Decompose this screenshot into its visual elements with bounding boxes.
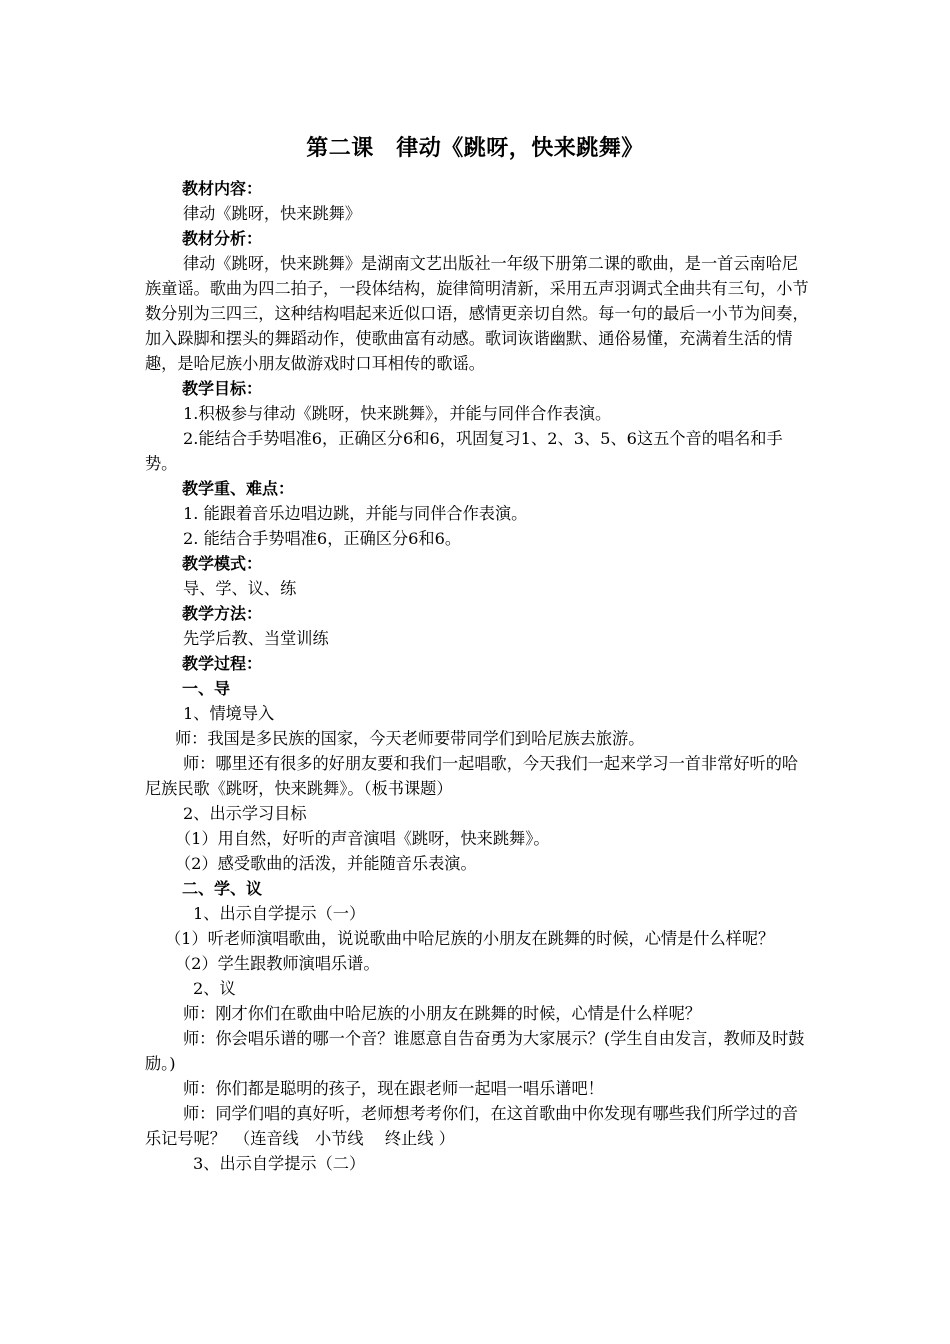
step-2-1: 1、出示自学提示（一） bbox=[193, 904, 366, 923]
method-text: 先学后教、当堂训练 bbox=[183, 629, 329, 648]
goal-item-2: 2.能结合手势唱准6，正确区分6和6，巩固复习1、2、3、5、6这五个音的唱名和手势。 bbox=[145, 429, 783, 473]
teacher-line-b: 师：哪里还有很多的好朋友要和我们一起唱歌，今天我们一起来学习一首非常好听的哈尼族民歌《跳呀，快来跳舞》。（板书课题） bbox=[145, 754, 799, 798]
step-2-2: 2、议 bbox=[193, 979, 236, 998]
analysis-heading: 教材分析： bbox=[182, 229, 263, 248]
content-text: 律动《跳呀，快来跳舞》 bbox=[183, 204, 362, 223]
teacher-line-a: 师：我国是多民族的国家，今天老师要带同学们到哈尼族去旅游。 bbox=[175, 729, 645, 748]
content-heading: 教材内容： bbox=[182, 179, 263, 198]
key-points-heading: 教学重、难点： bbox=[182, 479, 295, 498]
process-heading: 教学过程： bbox=[182, 654, 263, 673]
goal-item-1: 1.积极参与律动《跳呀，快来跳舞》，并能与同伴合作表演。 bbox=[183, 404, 612, 423]
method-heading: 教学方法： bbox=[182, 604, 263, 623]
document-body bbox=[145, 176, 811, 1176]
teacher-line-e: 师：你们都是聪明的孩子，现在跟老师一起唱一唱乐谱吧！ bbox=[183, 1079, 604, 1098]
step-2-3: 3、出示自学提示（二） bbox=[193, 1154, 366, 1173]
part-1-heading: 一、导 bbox=[182, 679, 231, 698]
goals-heading: 教学目标： bbox=[182, 379, 263, 398]
analysis-paragraph: 律动《跳呀，快来跳舞》是湖南文艺出版社一年级下册第二课的歌曲，是一首云南哈尼族童谣。歌曲为四二拍子，一段体结构，旋律简明清新，采用五声羽调式全曲共有三句，小节数分别为三四三，这种结构唱起来近似口语，感情更亲切自然。每一句的最后一小节为间奏，加入跺脚和摆头的舞蹈动作，使歌曲富有动感。歌词诙谐幽默、通俗易懂，充满着生活的情趣，是哈尼族小朋友做游戏时口耳相传的歌谣。 bbox=[145, 254, 809, 373]
learning-target-2: （2）感受歌曲的活泼，并能随音乐表演。 bbox=[175, 854, 477, 873]
part-2-heading: 二、学、议 bbox=[182, 879, 263, 898]
learning-target-1: （1）用自然，好听的声音演唱《跳呀，快来跳舞》。 bbox=[175, 829, 550, 848]
step-1-1: 1、情境导入 bbox=[183, 704, 275, 723]
teacher-line-d: 师：你会唱乐谱的哪一个音？谁愿意自告奋勇为大家展示？(学生自由发言，教师及时鼓励。) bbox=[145, 1029, 805, 1073]
key-point-2: 2. 能结合手势唱准6，正确区分6和6。 bbox=[183, 529, 462, 548]
mode-text: 导、学、议、练 bbox=[183, 579, 297, 598]
teacher-line-c: 师：刚才你们在歌曲中哈尼族的小朋友在跳舞的时候，心情是什么样呢？ bbox=[183, 1004, 701, 1023]
step-1-2: 2、出示学习目标 bbox=[183, 804, 307, 823]
lesson-title: 第二课 律动《跳呀，快来跳舞》 bbox=[306, 136, 644, 161]
self-study-hint-1: （1）听老师演唱歌曲，说说歌曲中哈尼族的小朋友在跳舞的时候，心情是什么样呢？ bbox=[165, 929, 775, 948]
self-study-hint-2: （2）学生跟教师演唱乐谱。 bbox=[175, 954, 380, 973]
mode-heading: 教学模式： bbox=[182, 554, 263, 573]
key-point-1: 1. 能跟着音乐边唱边跳，并能与同伴合作表演。 bbox=[183, 504, 528, 523]
teacher-line-f: 师：同学们唱的真好听，老师想考考你们，在这首歌曲中你发现有哪些我们所学过的音乐记号呢？ （连音线 小节线 终止线 ） bbox=[145, 1104, 799, 1148]
